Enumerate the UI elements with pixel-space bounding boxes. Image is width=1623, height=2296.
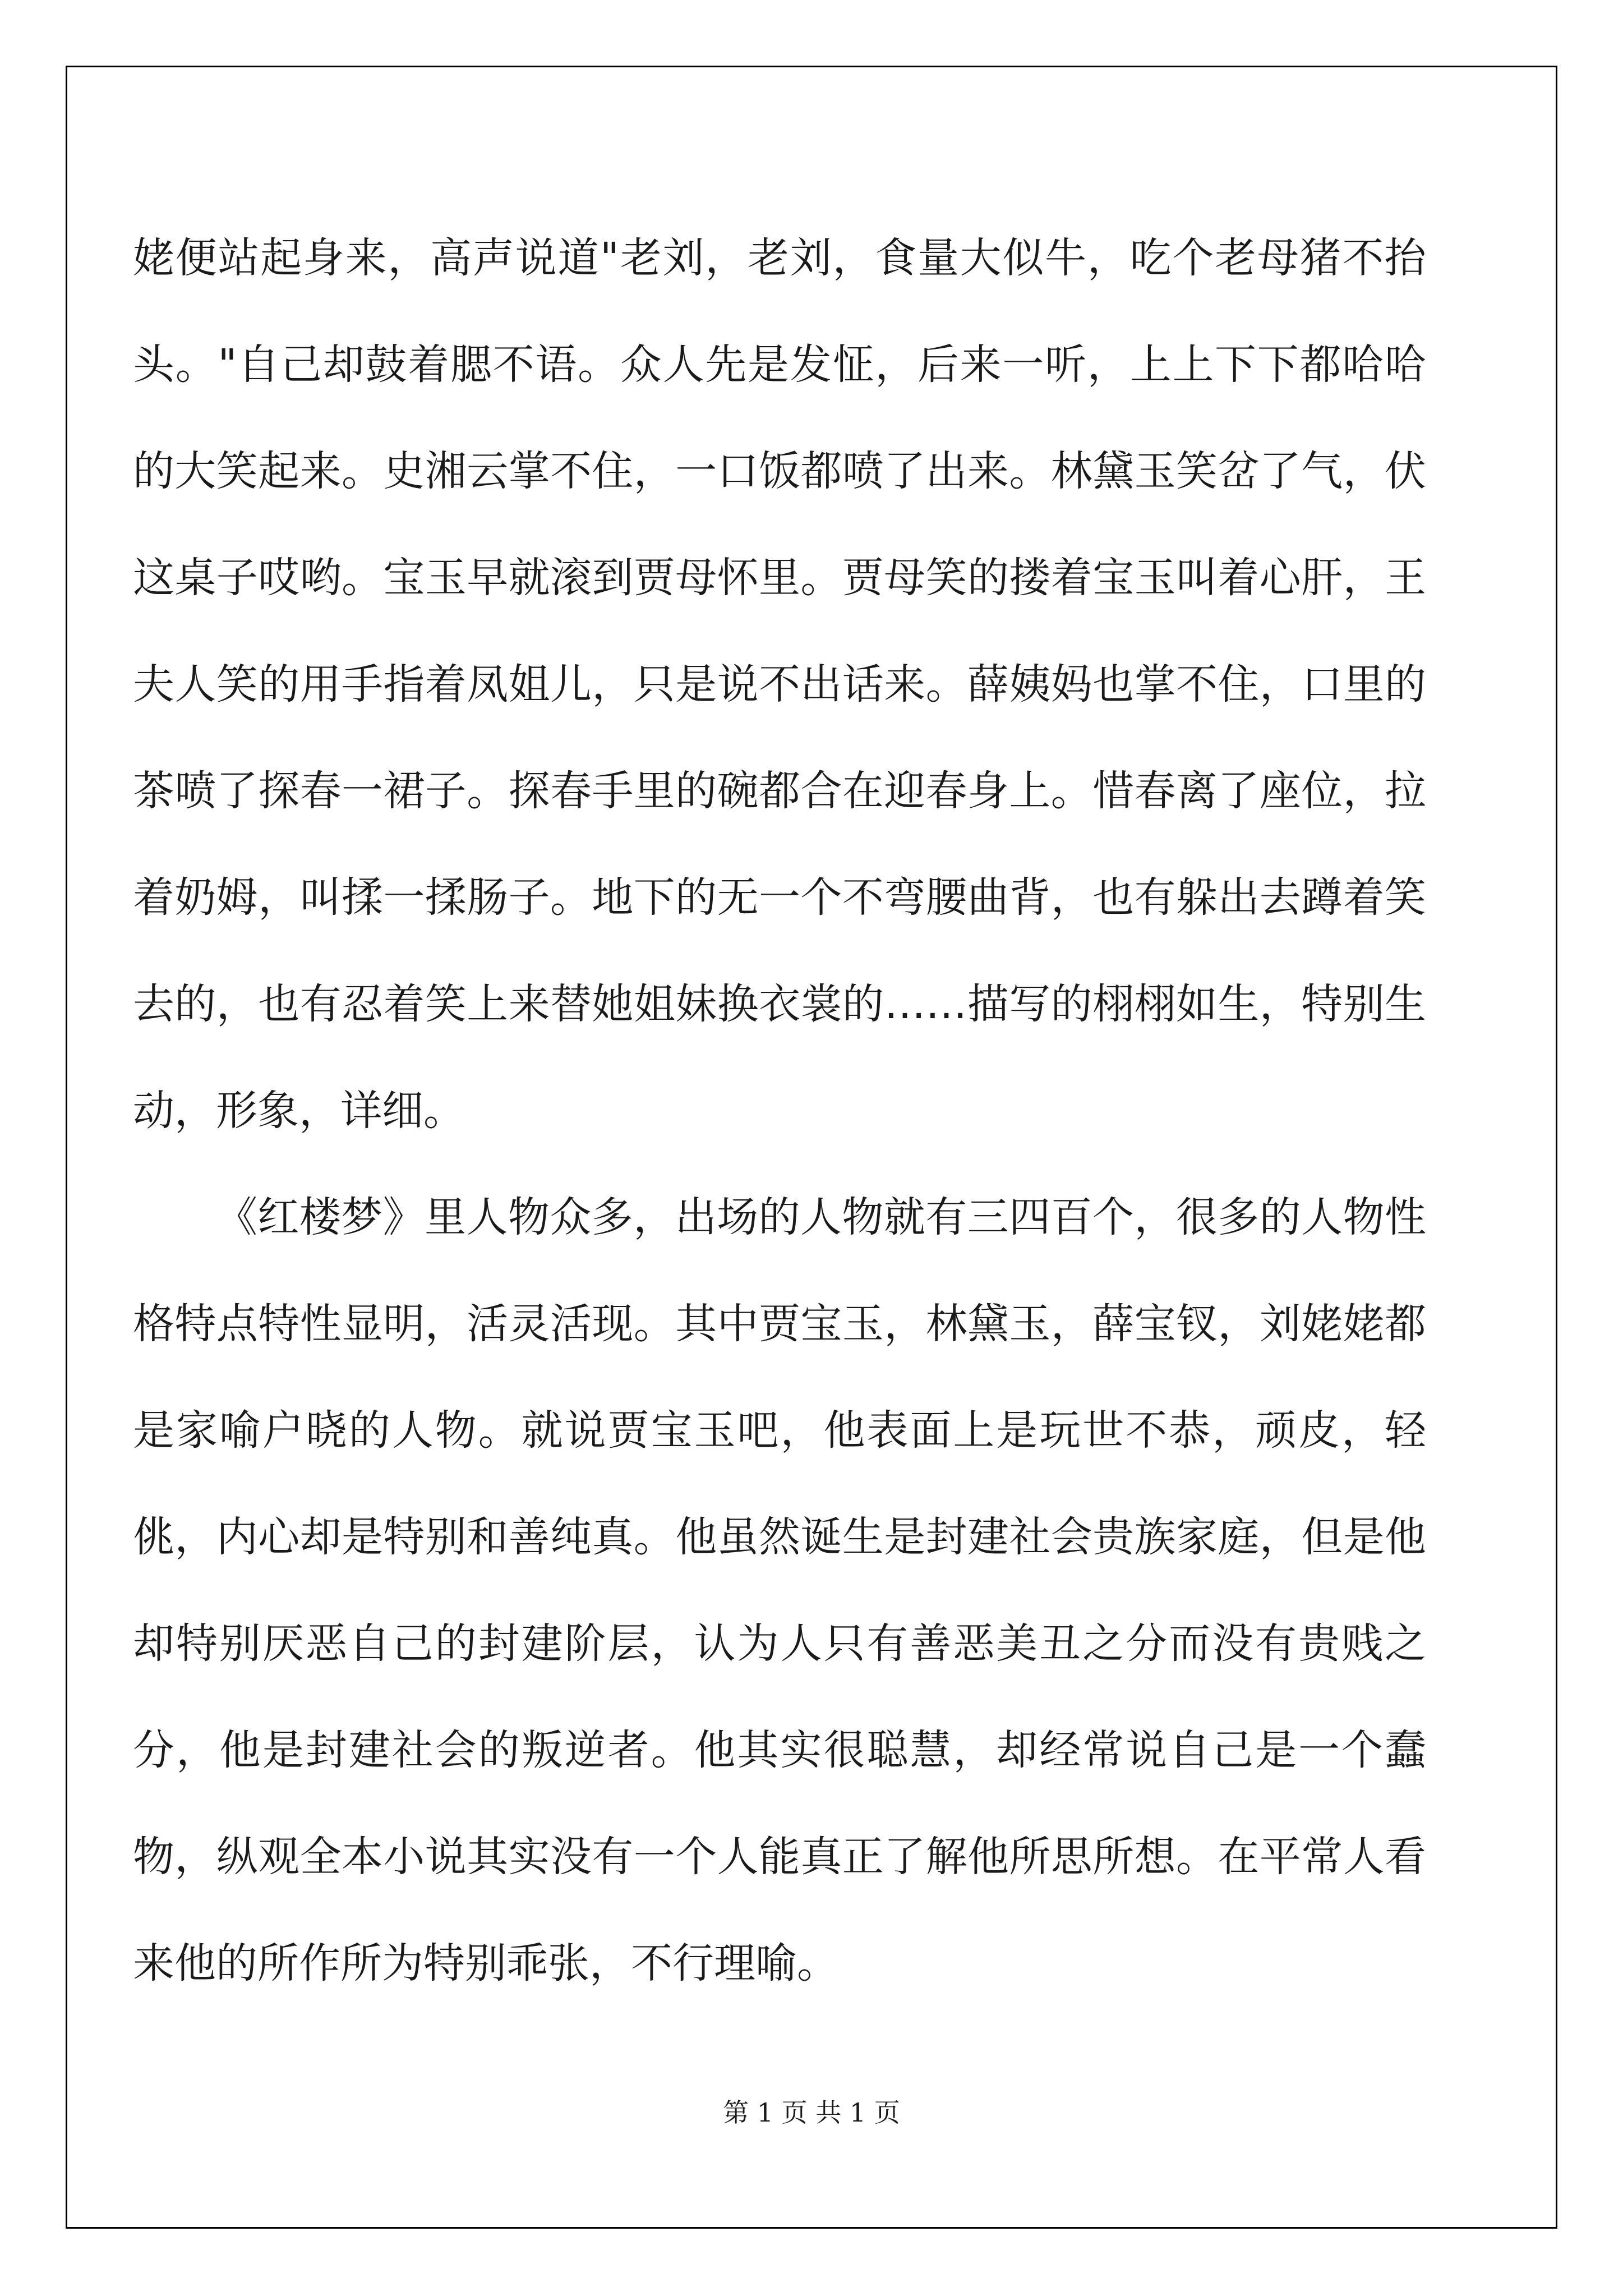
paragraph-2: 《红楼梦》里人物众多，出场的人物就有三四百个，很多的人物性格特点特性显明，活灵活现。其中贾宝玉，林黛玉，薛宝钗，刘姥姥都是家喻户晓的人物。就说贾宝玉吧，他表面上是玩世不恭，顽皮，轻佻，内心却是特别和善纯真。他虽然诞生是封建社会贵族家庭，但是他却特别厌恶自己的封建阶层，认为人只有善恶美丑之分而没有贵贱之分，他是封建社会的叛逆者。他其实很聪慧，却经常说自己是一个蠢物，纵观全本小说其实没有一个人能真正了解他所思所想。在平常人看来他的所作所为特别乖张，不行理喻。 <box>133 1193 1426 1987</box>
paragraph-1: 姥便站起身来，高声说道"老刘，老刘，食量大似牛，吃个老母猪不抬头。"自己却鼓着腮不语。众人先是发怔，后来一听，上上下下都哈哈的大笑起来。史湘云掌不住，一口饭都喷了出来。林黛玉笑岔了气，伏这桌子哎哟。宝玉早就滚到贾母怀里。贾母笑的搂着宝玉叫着心肝，王夫人笑的用手指着凤姐儿，只是说不出话来。薛姨妈也掌不住，口里的茶喷了探春一裙子。探春手里的碗都合在迎春身上。惜春离了座位，拉着奶姆，叫揉一揉肠子。地下的无一个不弯腰曲背，也有躲出去蹲着笑去的，也有忍着笑上来替她姐妹换衣裳的……描写的栩栩如生，特别生动，形象，详细。 <box>133 234 1426 1135</box>
document-body <box>133 205 1426 2017</box>
page-footer: 第 1 页 共 1 页 <box>723 2097 900 2128</box>
